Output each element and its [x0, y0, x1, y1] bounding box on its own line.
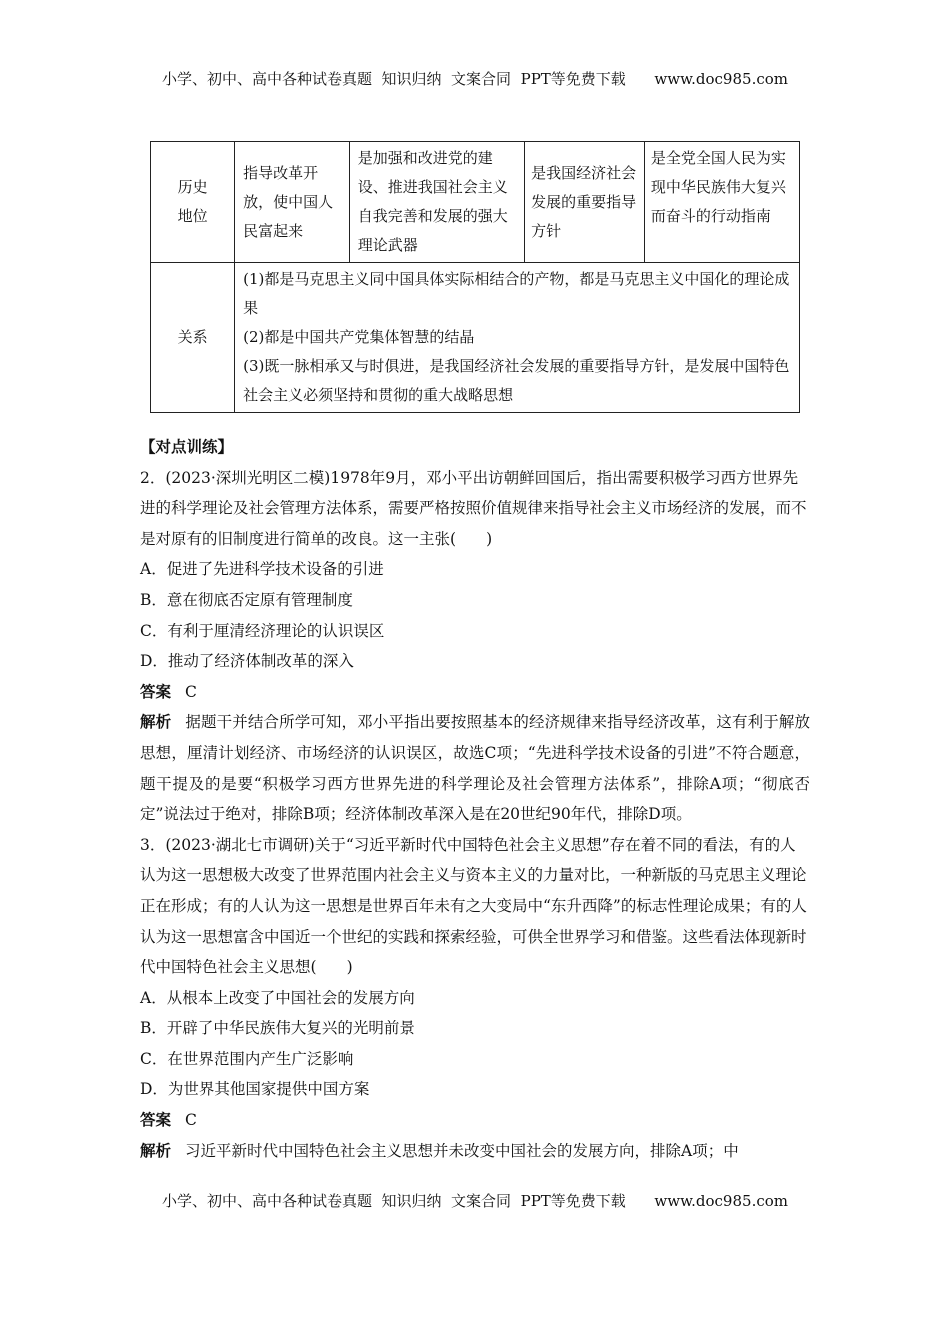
- row-header-historical-status: 历史 地位: [151, 142, 235, 263]
- table-row: [151, 263, 800, 413]
- analysis-paragraph: 解析 习近平新时代中国特色社会主义思想并未改变中国社会的发展方向，排除A项；中: [140, 1140, 739, 1160]
- option-c: C．在世界范围内产生广泛影响: [140, 1049, 354, 1068]
- table-cell: 是全党全国人民为实现中华民族伟大复兴而奋斗的行动指南: [644, 142, 799, 263]
- question-2-stem: 2．(2023·深圳光明区二模)1978年9月，邓小平出访朝鲜回国后，指出需要积极学习西方世界先进的科学理论及社会管理方法体系，需要严格按照价值规律来指导社会主义市场经济的发展，而不是对原有的旧制度进行简单的改良。这一主张( ): [140, 468, 807, 548]
- table-row: [151, 142, 800, 263]
- option-d: D．为世界其他国家提供中国方案: [140, 1080, 370, 1099]
- page-footer: 小学、初中、高中各种试卷真题 知识归纳 文案合同 PPT等免费下载 www.doc985.com: [161, 1192, 788, 1210]
- relationship-line: (2)都是中国共产党集体智慧的结晶: [243, 328, 475, 346]
- analysis-paragraph: 解析 据题干并结合所学可知，邓小平指出要按照基本的经济规律来指导经济改革，这有利于解放思想，厘清计划经济、市场经济的认识误区，故选C项；“先进科学技术设备的引进”不符合题意，题干提及的是要“积极学习西方世界先进的科学理论及社会管理方法体系”，排除A项；“彻底否定”说法过于绝对，排除B项；经济体制改革深入是在20世纪90年代，排除D项。: [140, 712, 810, 824]
- comparison-table: [150, 141, 800, 413]
- table-cell: 是我国经济社会发展的重要指导方针: [525, 142, 645, 263]
- relationship-cell: [235, 263, 800, 413]
- question-3-stem: 3．(2023·湖北七市调研)关于“习近平新时代中国特色社会主义思想”存在着不同的看法，有的人认为这一思想极大改变了世界范围内社会主义与资本主义的力量对比，一种新版的马克思主义理论正在形成；有的人认为这一思想是世界百年未有之大变局中“东升西降”的标志性理论成果；有的人认为这一思想富含中国近一个世纪的实践和探索经验，可供全世界学习和借鉴。这些看法体现新时代中国特色社会主义思想( ): [140, 835, 807, 977]
- option-b: B．开辟了中华民族伟大复兴的光明前景: [140, 1019, 415, 1038]
- option-b: B．意在彻底否定原有管理制度: [140, 590, 353, 609]
- relationship-line: (1)都是马克思主义同中国具体实际相结合的产物，都是马克思主义中国化的理论成果: [243, 270, 790, 317]
- question-content: [140, 432, 810, 1166]
- table-cell: 是加强和改进党的建设、推进我国社会主义自我完善和发展的强大理论武器: [349, 142, 524, 263]
- option-d: D．推动了经济体制改革的深入: [140, 652, 354, 671]
- option-a: A．从根本上改变了中国社会的发展方向: [140, 988, 415, 1007]
- answer-line: 答案 C: [140, 681, 197, 701]
- answer-line: 答案 C: [140, 1110, 197, 1130]
- section-title: 【对点训练】: [140, 437, 234, 456]
- relationship-line: (3)既一脉相承又与时俱进，是我国经济社会发展的重要指导方针，是发展中国特色社会主义必须坚持和贯彻的重大战略思想: [243, 357, 790, 404]
- option-c: C．有利于厘清经济理论的认识误区: [140, 621, 385, 640]
- option-a: A．促进了先进科学技术设备的引进: [140, 560, 384, 579]
- table-cell: 指导改革开放，使中国人民富起来: [235, 142, 350, 263]
- row-header-relationship: 关系: [151, 263, 235, 413]
- page-header: 小学、初中、高中各种试卷真题 知识归纳 文案合同 PPT等免费下载 www.doc985.com: [161, 70, 788, 88]
